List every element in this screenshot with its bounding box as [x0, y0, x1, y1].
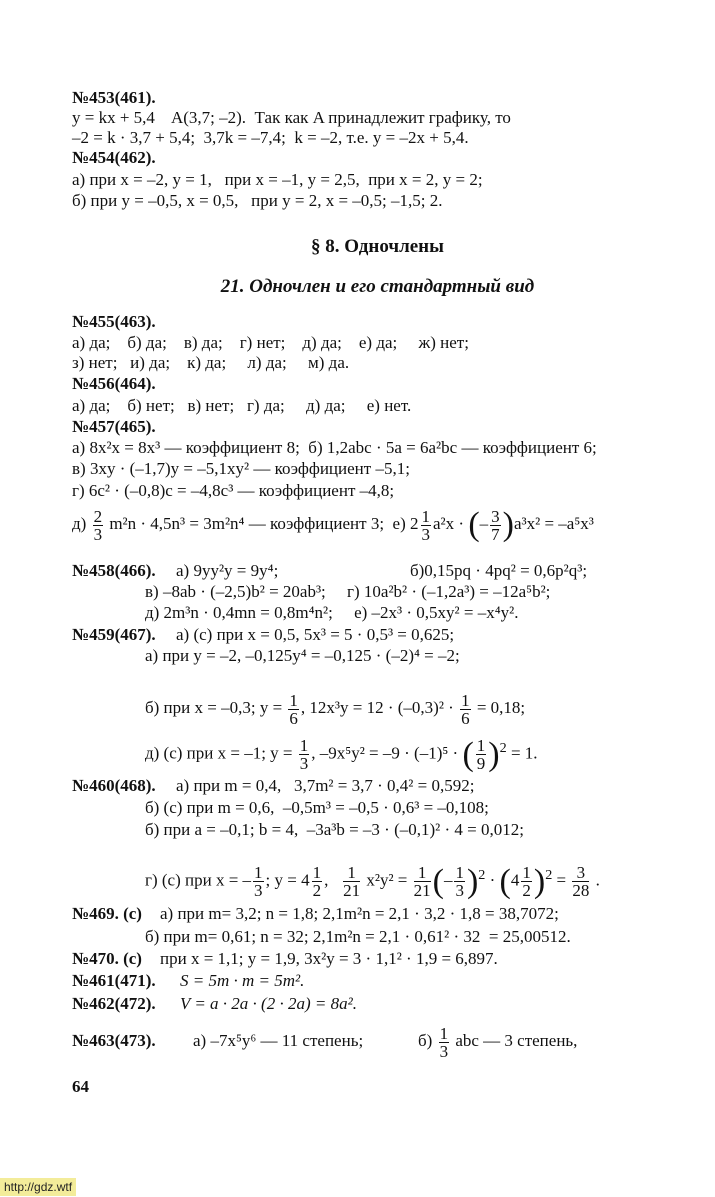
text: , 12x³y = 12 · (–0,3)² · [300, 698, 459, 717]
text: · [485, 870, 500, 890]
text: , –9x⁵y² = –9 · (–1)⁵ · [311, 743, 463, 763]
problem-454-title: №454(462). [72, 148, 156, 167]
problem-453-title: №453(461). [72, 88, 156, 107]
problem-460-line: а) при m = 0,4, 3,7m² = 3,7 · 0,4² = 0,592; [176, 776, 475, 795]
problem-462-title: №462(472). [72, 994, 156, 1013]
subsection-heading: 21. Одночлен и его стандартный вид [220, 276, 535, 297]
denominator: 21 [413, 881, 431, 901]
problem-457-line: а) 8x²x = 8x³ — коэффициент 8; б) 1,2abc · 5a = 6a²bc — коэффициент 6; [72, 438, 597, 457]
text: m²n · 4,5n³ = 3m²n⁴ — коэффициент 3; е) 2 [105, 514, 419, 533]
fraction [343, 864, 360, 899]
problem-463-b [418, 1021, 577, 1061]
text: = 1. [506, 743, 538, 763]
denominator: 2 [312, 881, 322, 901]
denominator: 3 [439, 1041, 449, 1061]
problem-457-line: в) 3xy · (–1,7)y = –5,1xy² — коэффициент –5,1; [72, 459, 410, 478]
numerator: 1 [455, 863, 464, 883]
denominator: 28 [572, 881, 590, 901]
problem-457-title: №457(465). [72, 417, 156, 436]
problem-460-line-g: г) (с) при x = – $\frac{1}{3}$ ; y = 4 $\frac{1}{2}$ , $\frac{1}{21}$ x²y² = $\frac{1}{21}$ (– $\frac{1}{3}$ )$^2$ · (4 $\frac{1}{2}$ )$^2$ = $\frac{3}{28}$ . [145, 862, 600, 901]
text: = 0,18; [472, 698, 526, 717]
problem-470-line: при x = 1,1; y = 1,9, 3x²y = 3 · 1,1² · 1,9 = 6,897. [160, 949, 498, 968]
text: x²y² = [362, 870, 412, 890]
denominator: 21 [343, 881, 361, 901]
fraction [288, 692, 299, 727]
numerator: 1 [254, 863, 263, 883]
text: = [552, 870, 571, 890]
denominator: 3 [93, 524, 103, 544]
fraction [299, 737, 310, 772]
denominator: 3 [455, 881, 464, 901]
problem-458-line: в) –8ab · (–2,5)b² = 20ab³; г) 10a²b² · (–1,2a³) = –12a⁵b²; [145, 582, 551, 601]
fraction [421, 508, 432, 543]
problem-460-line: б) (с) при m = 0,6, –0,5m³ = –0,5 · 0,6³ = –0,108; [145, 798, 489, 817]
problem-459-line: а) при y = –2, –0,125y⁴ = –0,125 · (–2)⁴ = –2; [145, 646, 460, 665]
problem-459-line: а) (с) при x = 0,5, 5x³ = 5 · 0,5³ = 0,625; [176, 625, 455, 644]
text: , [324, 870, 342, 890]
fraction [93, 508, 104, 543]
problem-462-line: V = a · 2a · (2 · 2a) = 8a². [180, 994, 357, 1013]
problem-460-line: б) при a = –0,1; b = 4, –3a³b = –3 · (–0,1)² · 4 = 0,012; [145, 820, 524, 839]
denominator: 3 [299, 754, 309, 774]
exponent: 2 [499, 740, 507, 756]
text: a²x · [433, 514, 469, 533]
fraction [454, 864, 465, 899]
numerator: 1 [414, 864, 431, 882]
text: . [591, 870, 600, 890]
problem-459-title: №459(467). [72, 625, 156, 644]
exponent: 2 [478, 867, 486, 883]
numerator: 1 [343, 864, 360, 882]
numerator: 1 [439, 1023, 449, 1043]
problem-459-line-b [145, 688, 525, 728]
text: abc — 3 степень, [451, 1031, 578, 1050]
denominator: 3 [421, 524, 430, 544]
fraction [460, 692, 471, 727]
problem-469-line: а) при m= 3,2; n = 1,8; 2,1m²n = 2,1 · 3,2 · 1,8 = 38,7072; [160, 904, 559, 923]
numerator: 1 [461, 690, 470, 710]
problem-470-title: №470. (с) [72, 949, 142, 968]
problem-453-line: y = kx + 5,4 A(3,7; –2). Так как A принадлежит графику, то [72, 108, 511, 127]
problem-459-line-d: д) (с) при x = –1; y = $\frac{1}{3}$ , –9x⁵y² = –9 · (–1)⁵ · ( $\frac{1}{9}$ )$^2$ = 1. [145, 735, 538, 774]
text: б) [418, 1031, 437, 1050]
problem-460-title: №460(468). [72, 776, 156, 795]
problem-469-title: №469. (с) [72, 904, 142, 923]
section-heading: § 8. Одночлены [311, 236, 444, 257]
fraction [312, 864, 323, 899]
text: ; y = 4 [265, 870, 310, 890]
text: – [479, 514, 489, 533]
text: – [443, 870, 453, 890]
text: б) при x = –0,3; y = [145, 698, 287, 717]
text: г) (с) при x = – [145, 870, 252, 890]
problem-456-title: №456(464). [72, 374, 156, 393]
problem-461-line: S = 5m · m = 5m². [180, 971, 305, 990]
denominator: 2 [522, 881, 531, 901]
numerator: 1 [312, 863, 322, 883]
problem-461-title: №461(471). [72, 971, 156, 990]
problem-458-line: д) 2m³n · 0,4mn = 0,8m⁴n²; е) –2x³ · 0,5xy² = –x⁴y². [145, 603, 519, 622]
problem-463-title: №463(473). [72, 1031, 156, 1050]
page-number: 64 [72, 1077, 89, 1096]
denominator: 6 [461, 708, 470, 728]
numerator: 1 [476, 736, 486, 756]
watermark-link[interactable]: http://gdz.wtf [0, 1178, 76, 1196]
fraction [414, 864, 431, 899]
text: д) (с) при x = –1; y = [145, 743, 297, 763]
problem-455-line: з) нет; и) да; к) да; л) да; м) да. [72, 353, 350, 372]
numerator: 1 [289, 690, 298, 710]
problem-458-title: №458(466). [72, 561, 156, 580]
fraction [253, 864, 264, 899]
numerator: 3 [491, 506, 500, 526]
problem-458-a: а) 9yy²y = 9y⁴; [176, 561, 279, 580]
denominator: 6 [289, 708, 298, 728]
fraction [490, 508, 501, 543]
problem-457-line-d: д) $\frac{2}{3}$ m²n · 4,5n³ = 3m²n⁴ — коэффициент 3; е) 2 $\frac{1}{3}$ a²x · (– $\frac{3}{7}$ )a³x² = –a⁵x³ [72, 506, 594, 544]
problem-457-line: г) 6c² · (–0,8)c = –4,8c³ — коэффициент –4,8; [72, 481, 395, 500]
text: д) [72, 514, 91, 533]
problem-455-title: №455(463). [72, 312, 156, 331]
numerator: 1 [522, 863, 531, 883]
exponent: 2 [545, 867, 553, 883]
problem-458-b: б)0,15pq · 4pq² = 0,6p²q³; [410, 561, 588, 580]
problem-469-line: б) при m= 0,61; n = 32; 2,1m²n = 2,1 · 0,61² · 32 = 25,00512. [145, 927, 571, 946]
problem-453-line: –2 = k · 3,7 + 5,4; 3,7k = –7,4; k = –2, т.е. y = –2x + 5,4. [72, 128, 469, 147]
denominator: 3 [254, 881, 263, 901]
problem-455-line: а) да; б) да; в) да; г) нет; д) да; е) да; ж) нет; [72, 333, 469, 352]
problem-456-line: а) да; б) нет; в) нет; г) да; д) да; е) нет. [72, 396, 412, 415]
numerator: 2 [93, 506, 103, 526]
fraction [476, 737, 487, 772]
text: a³x² = –a⁵x³ [513, 514, 594, 533]
problem-454-line: а) при x = –2, y = 1, при x = –1, y = 2,5, при x = 2, y = 2; [72, 170, 483, 189]
numerator: 1 [299, 736, 309, 756]
denominator: 7 [491, 524, 500, 544]
fraction [572, 864, 589, 899]
fraction [439, 1025, 450, 1060]
problem-454-line: б) при y = –0,5, x = 0,5, при y = 2, x = –0,5; –1,5; 2. [72, 191, 443, 210]
numerator: 3 [572, 864, 589, 882]
numerator: 1 [421, 506, 430, 526]
denominator: 9 [476, 754, 486, 774]
problem-463-a: а) –7x⁵y⁶ — 11 степень; [193, 1031, 364, 1050]
text: 4 [510, 870, 520, 890]
fraction [521, 864, 532, 899]
